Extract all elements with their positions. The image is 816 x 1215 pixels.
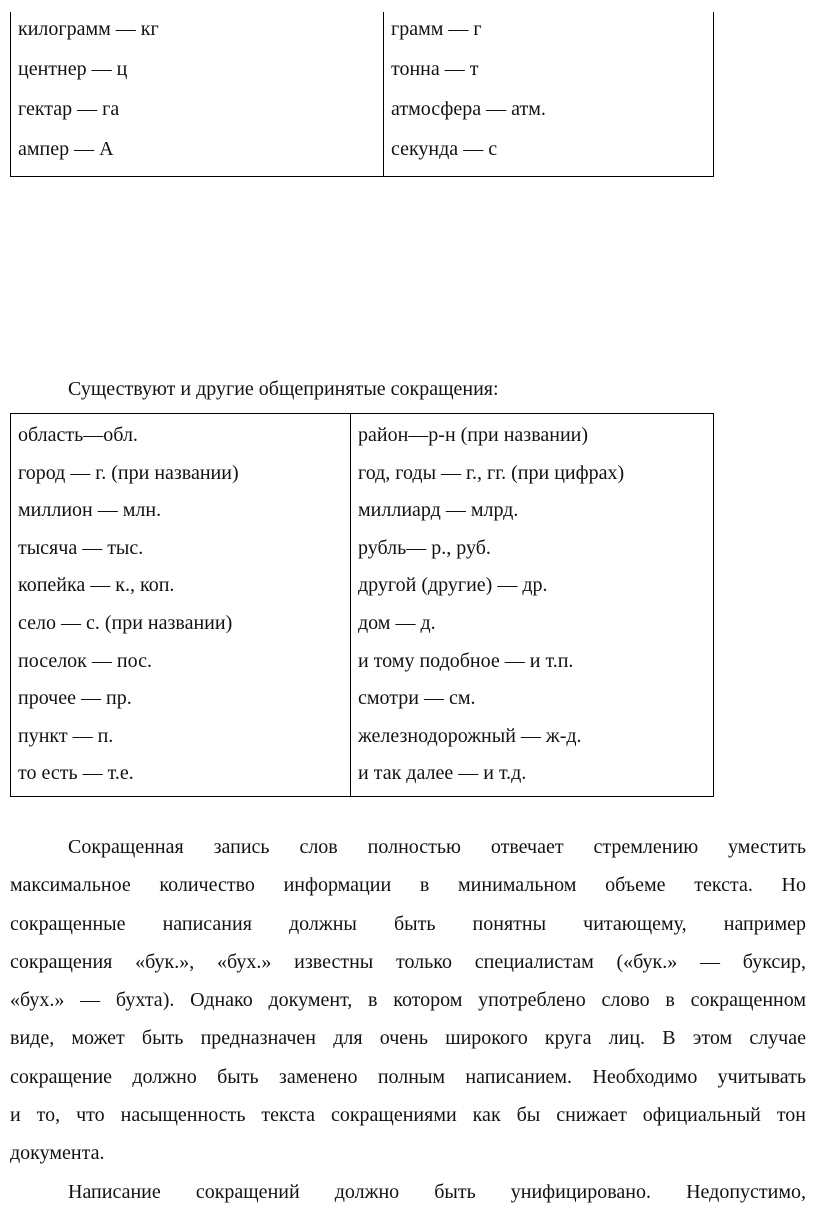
body-paragraph (10, 832, 806, 1177)
table-intro-text: Существуют и другие общепринятые сокращения: (68, 378, 499, 400)
table-cell: тонна — т (391, 58, 479, 80)
table-cell: миллиард — млрд. (358, 499, 519, 522)
table-cell: грамм — г (391, 18, 482, 40)
paragraph-line: и то, что насыщенность текста сокращениями как бы снижает официальный тон (10, 1104, 806, 1127)
abbreviations-table-left-column (11, 414, 351, 797)
paragraph-line: сокращения «бук.», «бух.» известны только специалистам («бук.» — буксир, (10, 950, 806, 973)
paragraph-line: документа. (10, 1142, 105, 1165)
table-cell: пункт — п. (18, 724, 114, 747)
paragraph-line: виде, может быть предназначен для очень широкого круга лиц. В этом случае (10, 1027, 806, 1050)
paragraph-line: Сокращенная запись слов полностью отвечает стремлению уместить (68, 836, 806, 858)
table-cell: прочее — пр. (18, 687, 132, 710)
table-cell: то есть — т.е. (18, 762, 134, 785)
body-paragraph (10, 1177, 806, 1215)
table-cell: миллион — млн. (18, 499, 162, 522)
table-cell: район—р-н (при названии) (358, 424, 589, 446)
table-cell: тысяча — тыс. (18, 536, 144, 559)
abbreviations-table (10, 413, 714, 797)
paragraph-line: Написание сокращений должно быть унифицировано. Недопустимо, (68, 1181, 806, 1203)
table-cell: смотри — см. (358, 687, 476, 710)
table-cell: килограмм — кг (18, 18, 159, 40)
paragraph-line: «бух.» — бухта). Однако документ, в котором употреблено слово в сокращенном (10, 989, 806, 1012)
table-cell: секунда — с (391, 138, 498, 160)
table-cell: центнер — ц (18, 58, 128, 80)
table-cell: и так далее — и т.д. (358, 762, 527, 785)
table-cell: другой (другие) — др. (358, 574, 548, 597)
paragraph-line: сокращение должно быть заменено полным написанием. Необходимо учитывать (10, 1065, 806, 1088)
table-cell: железнодорожный — ж-д. (358, 724, 582, 747)
table-cell: село — с. (при названии) (18, 611, 233, 634)
paragraph-line: максимальное количество информации в минимальном объеме текста. Но (10, 874, 806, 897)
table-cell: и тому подобное — и т.п. (358, 649, 574, 672)
table-cell: рубль— р., руб. (358, 536, 491, 559)
table-cell: год, годы — г., гг. (при цифрах) (358, 461, 625, 484)
table-cell: поселок — пос. (18, 649, 152, 672)
paragraph-line: сокращенные написания должны быть понятны читающему, например (10, 912, 806, 935)
table-cell: ампер — А (18, 138, 114, 160)
table-cell: область—обл. (18, 424, 138, 446)
table-cell: гектар — га (18, 98, 120, 120)
table-cell: атмосфера — атм. (391, 98, 546, 120)
units-table (10, 12, 714, 177)
table-cell: город — г. (при названии) (18, 461, 239, 484)
table-cell: копейка — к., коп. (18, 574, 175, 597)
units-table-right-column (384, 12, 714, 177)
abbreviations-table-right-column (351, 414, 714, 797)
table-cell: дом — д. (358, 611, 436, 634)
units-table-left-column (11, 12, 384, 177)
